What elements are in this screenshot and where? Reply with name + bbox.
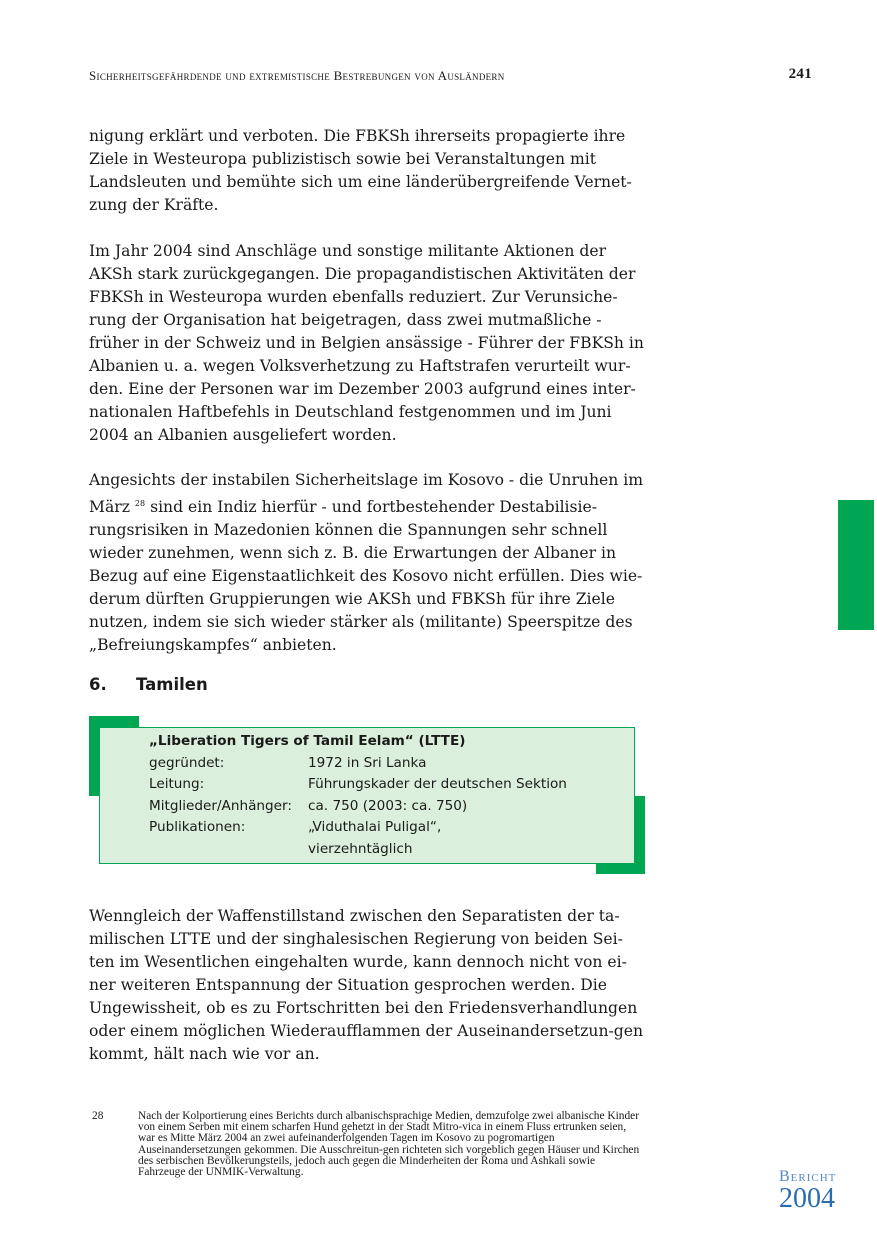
infobox-row-members <box>149 796 467 818</box>
section-heading <box>89 675 208 694</box>
infobox-label: Mitglieder/Anhänger: <box>149 798 292 814</box>
infobox-row-publications <box>149 817 441 839</box>
footnote-text: Nach der Kolportierung eines Berichts durch albanischsprachige Medien, demzufolge zwei albanische Kinder von einem Serben mit einem scharfen Hund gehetzt in der Stadt Mitro-vica in einem Fluss ertrunken seien, war es Mitte März 2004 an zwei aufeinanderfolgenden Tagen im Kosovo zu pogromartigen Auseinandersetzungen gekommen. Die Ausschreitun-gen richteten sich vorgeblich gegen Häuser und Kirchen des serbischen Bevölkerungsteils, jedoch auch gegen die Minderheiten der Roma und Ashkali sowie Fahrzeuge der UNMIK-Verwaltung. <box>138 1110 640 1179</box>
paragraph-3-end: sind ein Indiz hierfür - und fortbestehender Destabilisie-rungsrisiken in Mazedonien können die Spannungen sehr schnell wieder zunehmen, wenn sich z. B. die Erwartungen der Albaner in Bezug auf eine Eigenstaatlichkeit des Kosovo nicht erfüllen. Dies wie-derum dürften Gruppierungen wie AKSh und FBKSh für ihre Ziele nutzen, indem sie sich wieder stärker als (militante) Speerspitze des „Befreiungskampfes“ anbieten. <box>89 498 643 654</box>
running-header <box>89 68 815 84</box>
paragraph-4: Wenngleich der Waffenstillstand zwischen den Separatisten der ta-milischen LTTE und der singhalesischen Regierung von beiden Sei-ten im Wesentlichen eingehalten wurde, kann dennoch nicht von ei-ner weiteren Entspannung der Situation gesprochen werden. Die Ungewissheit, ob es zu Fortschritten bei den Friedensverhandlungen oder einem möglichen Wiederaufflammen der Auseinandersetzun-gen kommt, hält nach wie vor an. <box>89 907 644 1063</box>
infobox-label: gegründet: <box>149 755 225 771</box>
infobox-value: Führungskader der deutschen Sektion <box>308 776 567 792</box>
infobox-value: „Viduthalai Puligal“, <box>308 819 442 835</box>
organization-infobox <box>99 727 635 864</box>
chapter-tab <box>838 500 874 630</box>
paragraph-3 <box>89 469 645 657</box>
paragraph-1: nigung erklärt und verboten. Die FBKSh ihrerseits propagierte ihre Ziele in Westeuropa publizistisch sowie bei Veranstaltungen mit Landsleuten und bemühte sich um eine länderübergreifende Vernet-zung der Kräfte. <box>89 127 632 214</box>
footnote-number: 28 <box>92 1110 104 1122</box>
infobox-title: „Liberation Tigers of Tamil Eelam“ (LTTE) <box>149 733 466 749</box>
section-number: 6. <box>89 675 107 694</box>
infobox-publication-frequency: vierzehntäglich <box>308 841 413 857</box>
infobox-row-leadership <box>149 774 567 796</box>
page-number: 241 <box>788 66 812 82</box>
report-logo <box>779 1168 836 1212</box>
paragraph-3-start: Angesichts der instabilen Sicherheitslage im Kosovo - die Unruhen im März <box>89 471 644 516</box>
infobox-label: Publikationen: <box>149 819 246 835</box>
infobox-label: Leitung: <box>149 776 205 792</box>
infobox-value: 1972 in Sri Lanka <box>308 755 427 771</box>
paragraph-2: Im Jahr 2004 sind Anschläge und sonstige militante Aktionen der AKSh stark zurückgegangen. Die propagandistischen Aktivitäten der FBKSh in Westeuropa wurden ebenfalls reduziert. Zur Verunsiche-rung der Organisation hat beigetragen, dass zwei mutmaßliche - früher in der Schweiz und in Belgien ansässige - Führer der FBKSh in Albanien u. a. wegen Volksverhetzung zu Haftstrafen verurteilt wur-den. Eine der Personen war im Dezember 2003 aufgrund eines inter-nationalen Haftbefehls in Deutschland festgenommen und im Juni 2004 an Albanien ausgeliefert worden. <box>89 242 644 444</box>
footnote-reference[interactable]: 28 <box>134 499 146 508</box>
running-title: Sicherheitsgefährdende und extremistische Bestrebungen von Ausländern <box>89 68 505 83</box>
logo-word: Bericht <box>779 1168 837 1185</box>
infobox-row-founded <box>149 753 426 775</box>
section-title: Tamilen <box>136 675 208 694</box>
infobox-value: ca. 750 (2003: ca. 750) <box>308 798 468 814</box>
logo-year: 2004 <box>779 1183 835 1214</box>
